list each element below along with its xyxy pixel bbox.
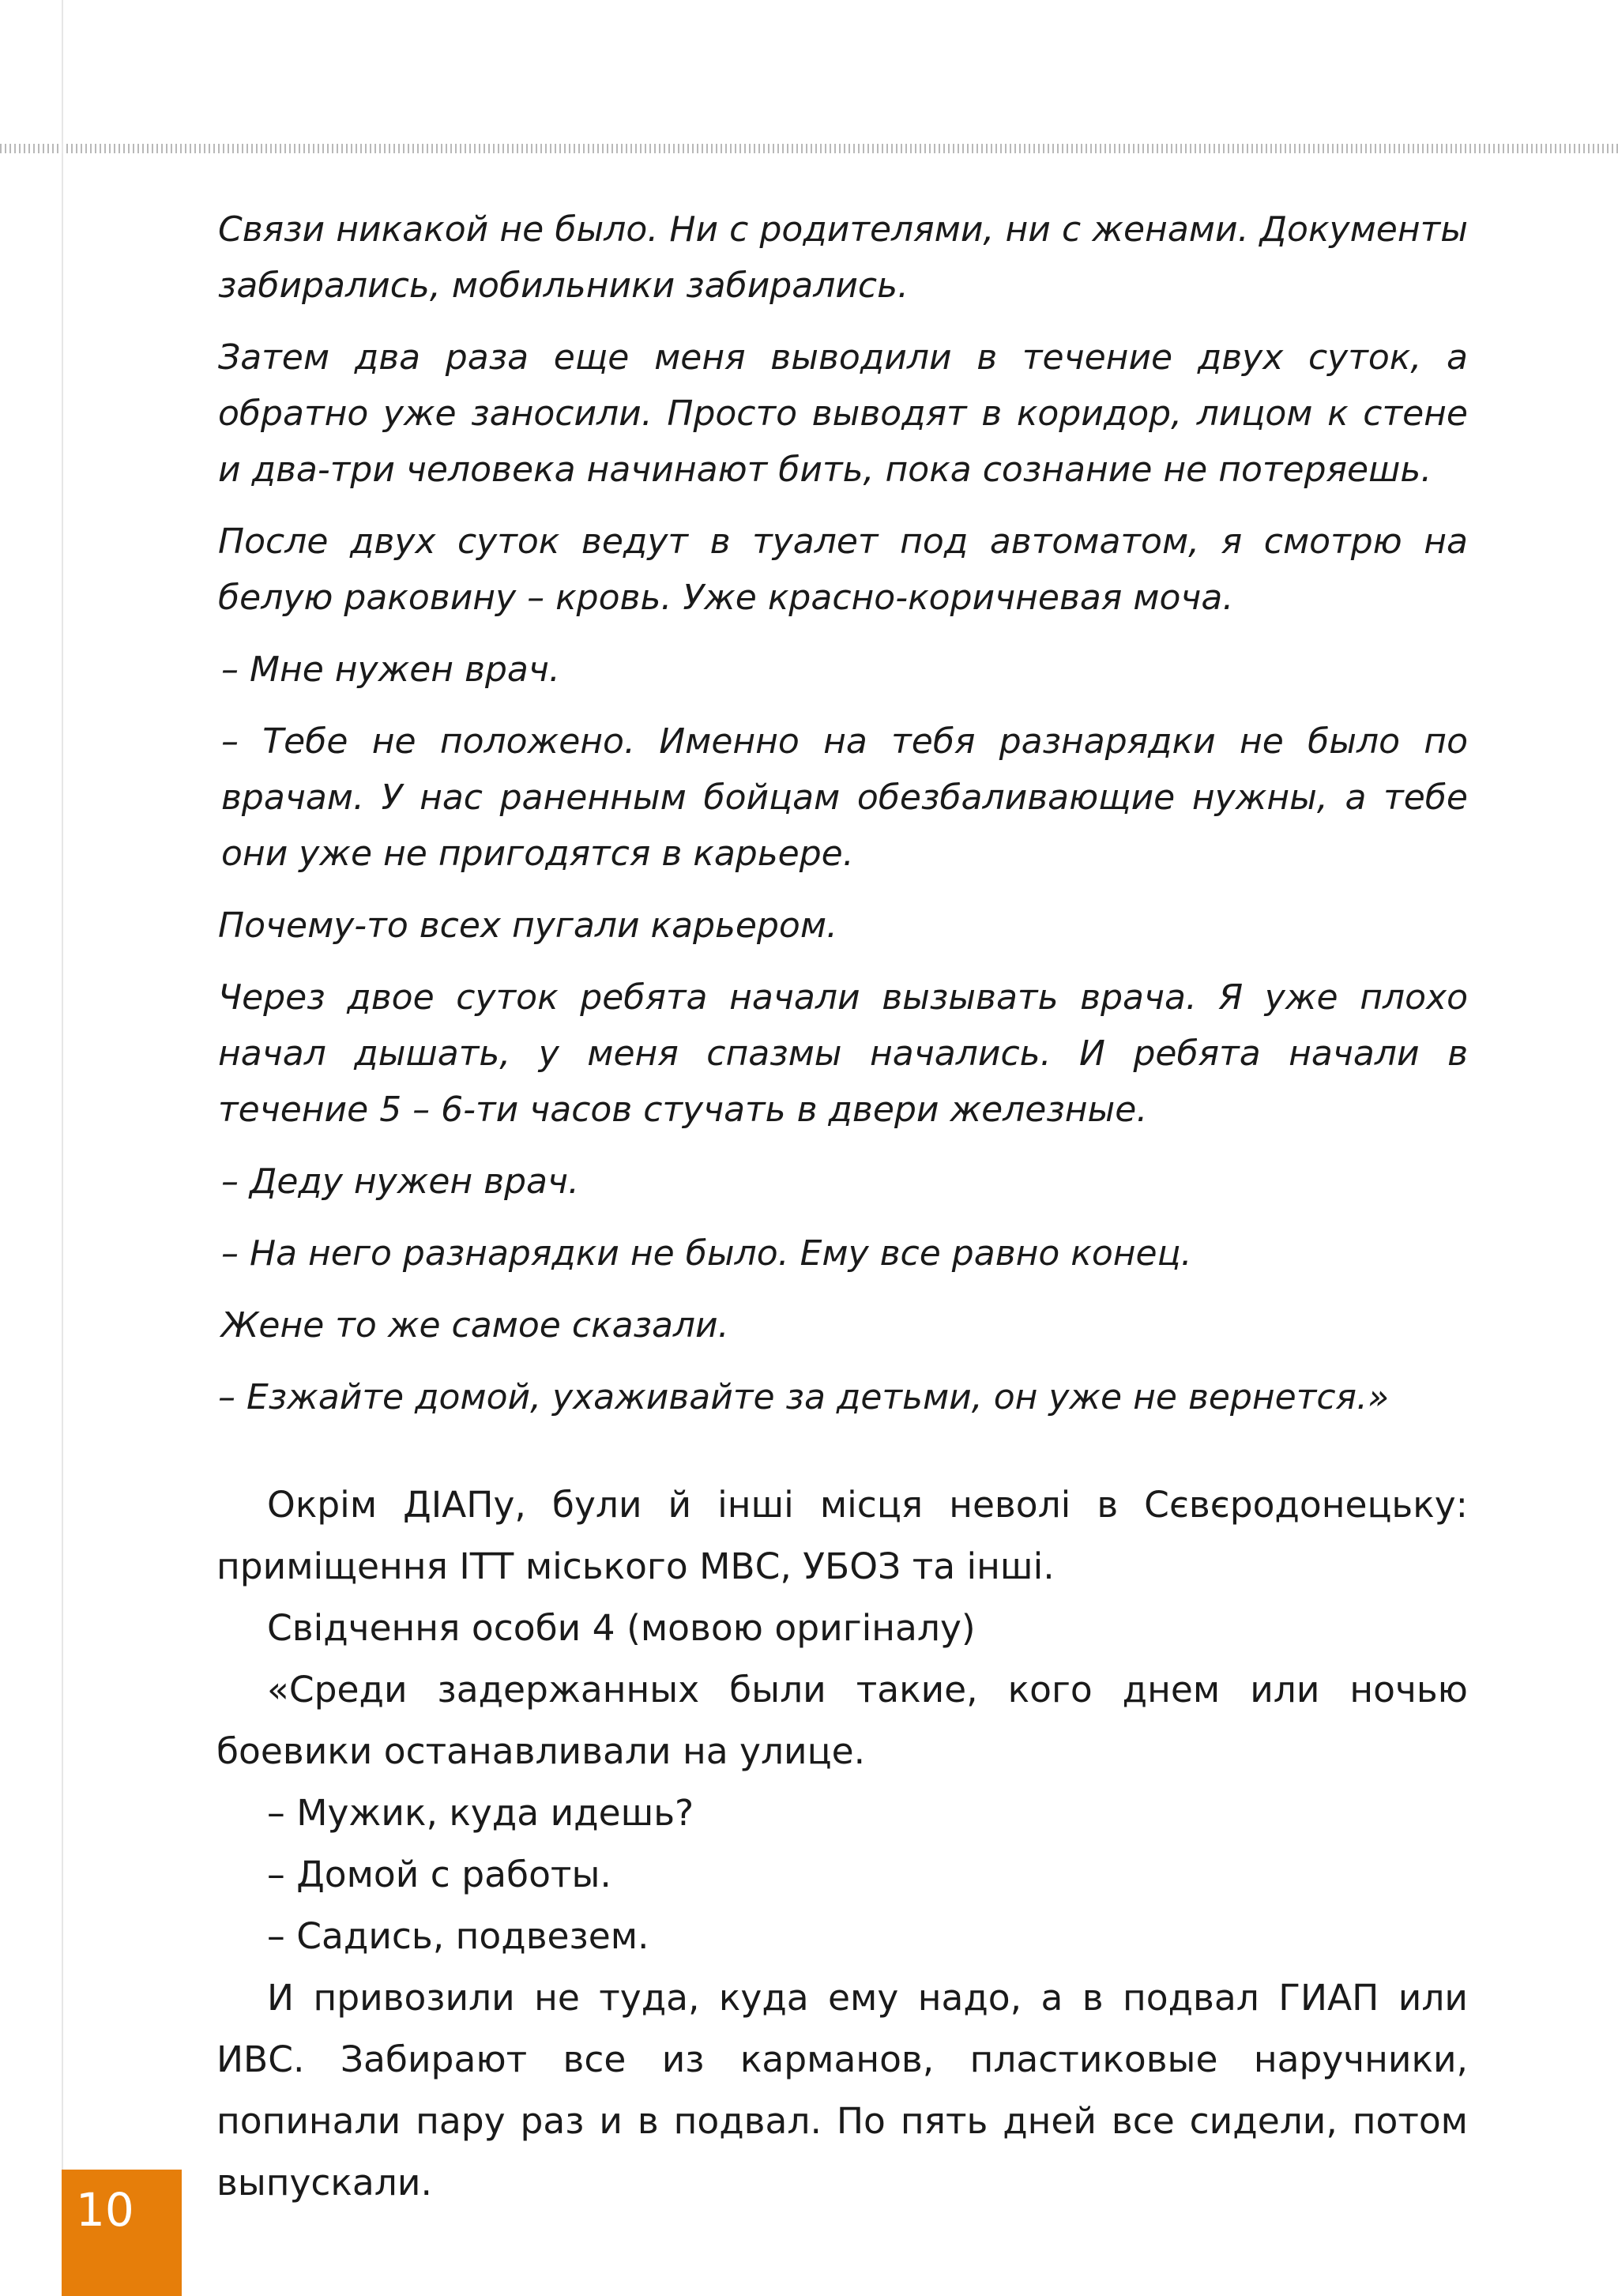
dialogue-line-text: – Садись, подвезем. xyxy=(267,1915,649,1957)
body-paragraph-text: Окрім ДІАПу, були й інші місця неволі в Сєвєродонецьку: приміщення ІТТ міського МВС, УБОЗ та інші. xyxy=(216,1484,1468,1587)
dialogue-line-text: – Мужик, куда идешь? xyxy=(267,1792,694,1834)
body-paragraph-text: И привозили не туда, куда ему надо, а в подвал ГИАП или ИВС. Забирают все из карманов, пластиковые наручники, попинали пару раз и в подвал. По пять дней все сидели, потом выпускали. xyxy=(216,1977,1468,2204)
body-paragraph xyxy=(216,1659,1468,1782)
dialogue-line xyxy=(216,1844,1468,1906)
quote-dialogue-line: – Тебе не положено. Именно на тебя разнарядки не было по врачам. У нас раненным бойцам обезбаливающие нужны, а тебе они уже не пригодятся в карьере. xyxy=(221,721,1468,874)
body-paragraph-text: Свідчення особи 4 (мовою оригіналу) xyxy=(267,1607,976,1649)
quote-paragraph: После двух суток ведут в туалет под автоматом, я смотрю на белую раковину – кровь. Уже красно-коричневая моча. xyxy=(218,521,1468,618)
body-paragraph xyxy=(216,1967,1468,2214)
testimony-quote xyxy=(218,201,1468,1425)
quote-paragraph: Связи никакой не было. Ни с родителями, ни с женами. Документы забирались, мобильники забирались. xyxy=(218,209,1468,306)
body-paragraph-text: «Среди задержанных были такие, кого днем или ночью боевики останавливали на улице. xyxy=(216,1669,1468,1772)
body-paragraph xyxy=(216,1474,1468,1598)
top-dotted-rule xyxy=(0,144,1618,153)
page-content xyxy=(218,201,1468,2214)
quote-dialogue-line: – На него разнарядки не было. Ему все равно конец. xyxy=(221,1233,1192,1274)
dialogue-line xyxy=(216,1782,1468,1844)
margin-line xyxy=(62,0,63,2296)
quote-paragraph: Жене то же самое сказали. xyxy=(221,1305,729,1346)
body-paragraph xyxy=(216,1598,1468,1659)
quote-dialogue-line: – Езжайте домой, ухаживайте за детьми, он уже не вернется.» xyxy=(218,1377,1390,1417)
page-number: 10 xyxy=(76,2183,134,2237)
quote-dialogue-line: – Деду нужен врач. xyxy=(221,1161,579,1202)
body-text xyxy=(216,1474,1468,2214)
quote-paragraph: Затем два раза еще меня выводили в течение двух суток, а обратно уже заносили. Просто выводят в коридор, лицом к стене и два-три человека начинают бить, пока сознание не потеряешь. xyxy=(218,337,1468,490)
quote-paragraph: Через двое суток ребята начали вызывать врача. Я уже плохо начал дышать, у меня спазмы начались. И ребята начали в течение 5 – 6-ти часов стучать в двери железные. xyxy=(218,977,1468,1130)
quote-dialogue-line: – Мне нужен врач. xyxy=(221,649,560,690)
quote-paragraph: Почему-то всех пугали карьером. xyxy=(218,905,838,946)
dialogue-line-text: – Домой с работы. xyxy=(267,1854,611,1895)
dialogue-line xyxy=(216,1906,1468,1967)
